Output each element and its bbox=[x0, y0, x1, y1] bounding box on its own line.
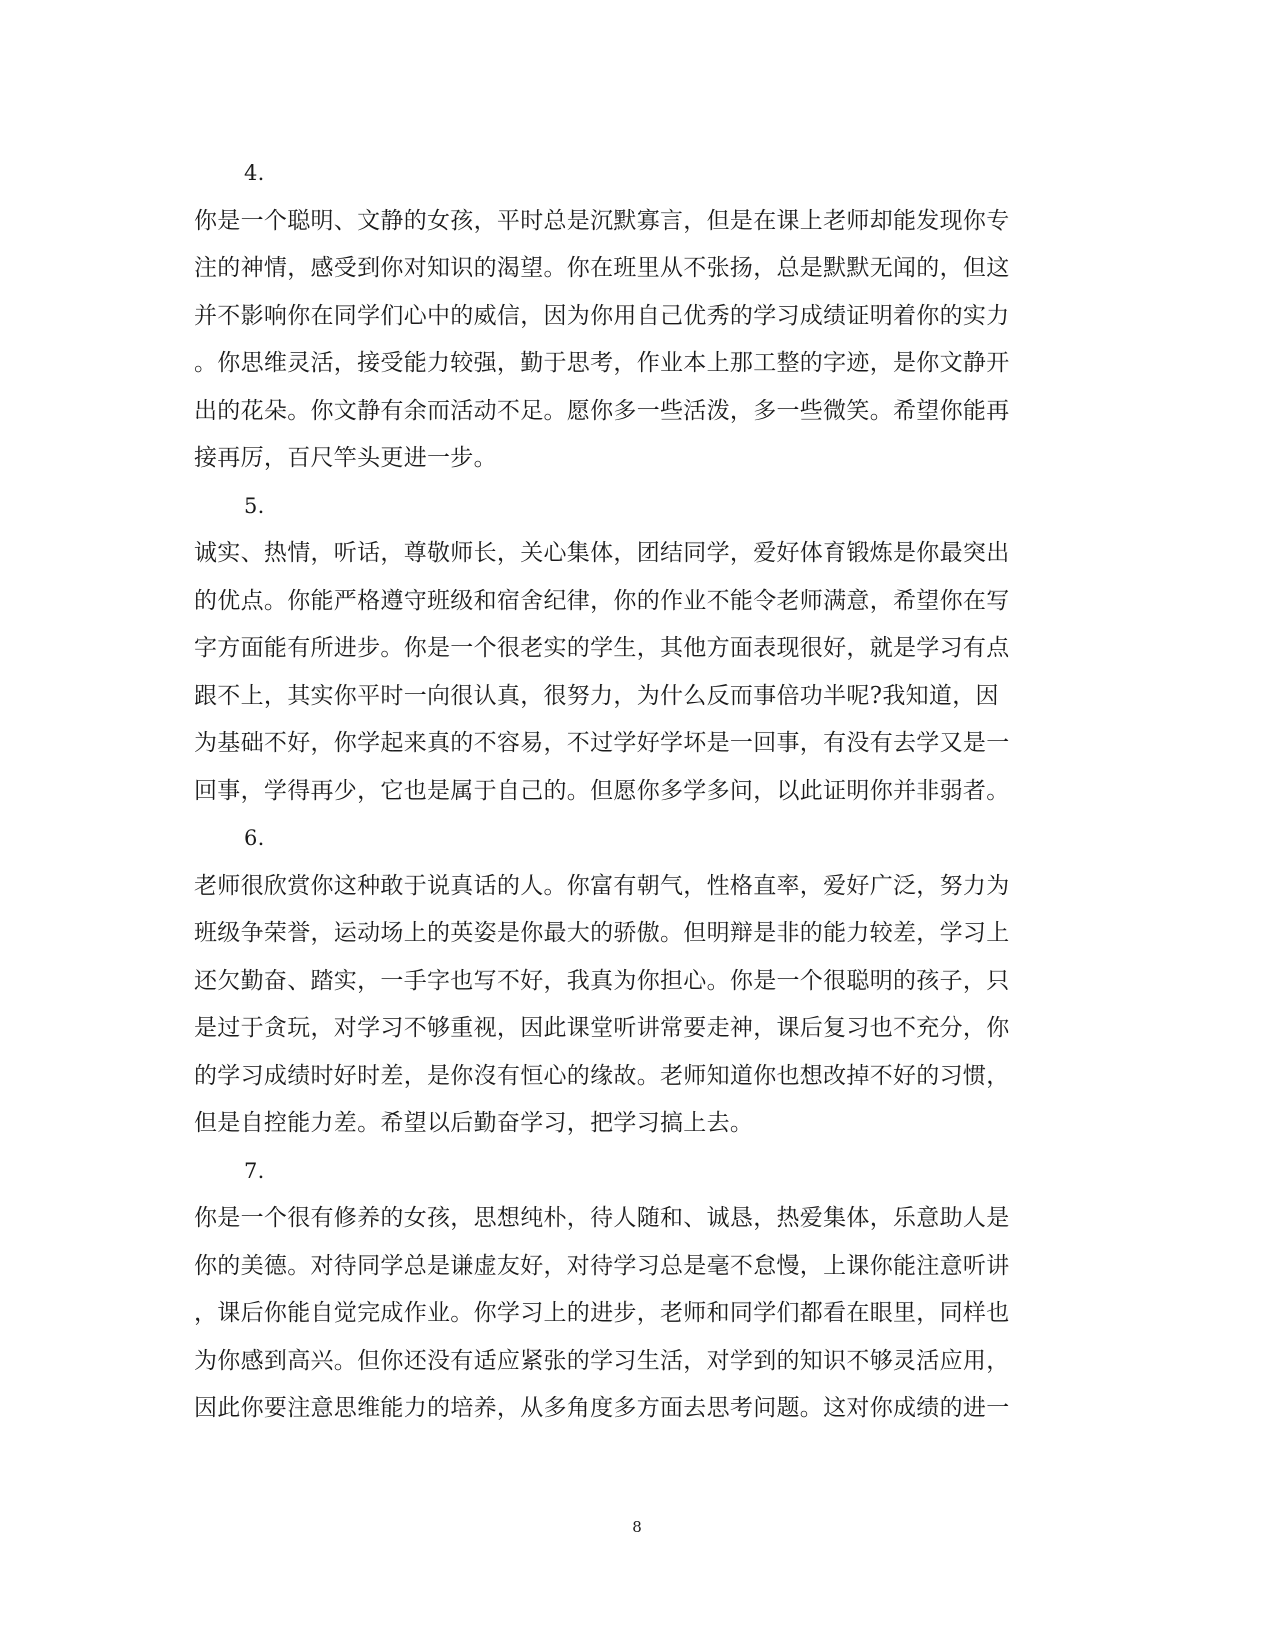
text-line: 回事，学得再少，它也是属于自己的。但愿你多学多问，以此证明你并非弱者。 bbox=[194, 777, 1010, 804]
comment-section-6 bbox=[194, 815, 1074, 1148]
text-line: 字方面能有所进步。你是一个很老实的学生，其他方面表现很好，就是学习有点 bbox=[194, 635, 1010, 661]
text-line: 为基础不好，你学起来真的不容易，不过学好学坏是一回事，有没有去学又是一 bbox=[194, 730, 1010, 756]
comment-section-7 bbox=[194, 1148, 1074, 1433]
section-number: 5. bbox=[244, 493, 265, 518]
text-line: 还欠勤奋、踏实，一手字也写不好，我真为你担心。你是一个很聪明的孩子，只 bbox=[194, 967, 1010, 994]
text-line: 因此你要注意思维能力的培养，从多角度多方面去思考问题。这对你成绩的进一 bbox=[194, 1395, 1010, 1421]
section-number: 6. bbox=[244, 826, 265, 850]
text-line: ，课后你能自觉完成作业。你学习上的进步，老师和同学们都看在眼里，同样也 bbox=[194, 1300, 1010, 1326]
text-line: 你是一个聪明、文静的女孩，平时总是沉默寡言，但是在课上老师却能发现你专 bbox=[194, 207, 1010, 234]
text-line: 老师很欣赏你这种敢于说真话的人。你富有朝气，性格直率，爱好广泛，努力为 bbox=[194, 872, 1010, 899]
text-line: 诚实、热情，听话，尊敬师长，关心集体，团结同学，爱好体育锻炼是你最突出 bbox=[194, 540, 1010, 566]
text-line: 班级争荣誉，运动场上的英姿是你最大的骄傲。但明辩是非的能力较差，学习上 bbox=[194, 920, 1010, 946]
text-line: 接再厉，百尺竿头更进一步。 bbox=[194, 445, 497, 471]
text-line: 的学习成绩时好时差，是你沒有恒心的缘故。老师知道你也想改掉不好的习惯， bbox=[194, 1062, 1010, 1089]
comment-section-5 bbox=[194, 483, 1074, 816]
section-number: 7. bbox=[244, 1158, 265, 1183]
text-line: 出的花朵。你文静有余而活动不足。愿你多一些活泼，多一些微笑。希望你能再 bbox=[194, 397, 1010, 424]
text-line: 是过于贪玩，对学习不够重视，因此课堂听讲常要走神，课后复习也不充分，你 bbox=[194, 1015, 1010, 1041]
text-line: 。你思维灵活，接受能力较强，勤于思考，作业本上那工整的字迹，是你文静开 bbox=[194, 350, 1010, 376]
text-line: 跟不上，其实你平时一向很认真，很努力，为什么反而事倍功半呢?我知道，因 bbox=[194, 682, 999, 709]
text-line: 并不影响你在同学们心中的威信，因为你用自己优秀的学习成绩证明着你的实力 bbox=[194, 302, 1010, 329]
text-line: 的优点。你能严格遵守班级和宿舍纪律，你的作业不能令老师满意，希望你在写 bbox=[194, 587, 1010, 614]
comment-section-4 bbox=[194, 150, 1074, 483]
text-line: 注的神情，感受到你对知识的渴望。你在班里从不张扬，总是默默无闻的，但这 bbox=[194, 255, 1010, 281]
text-line: 为你感到高兴。但你还没有适应紧张的学习生活，对学到的知识不够灵活应用， bbox=[194, 1347, 1010, 1374]
page-number: 8 bbox=[632, 1518, 642, 1536]
text-line: 你是一个很有修养的女孩，思想纯朴，待人随和、诚恳，热爱集体，乐意助人是 bbox=[194, 1205, 1010, 1231]
section-number: 4. bbox=[244, 161, 265, 185]
text-line: 你的美德。对待同学总是谦虚友好，对待学习总是毫不怠慢，上课你能注意听讲 bbox=[194, 1252, 1010, 1279]
document-body bbox=[194, 150, 1074, 1433]
text-line: 但是自控能力差。希望以后勤奋学习，把学习搞上去。 bbox=[194, 1110, 754, 1136]
